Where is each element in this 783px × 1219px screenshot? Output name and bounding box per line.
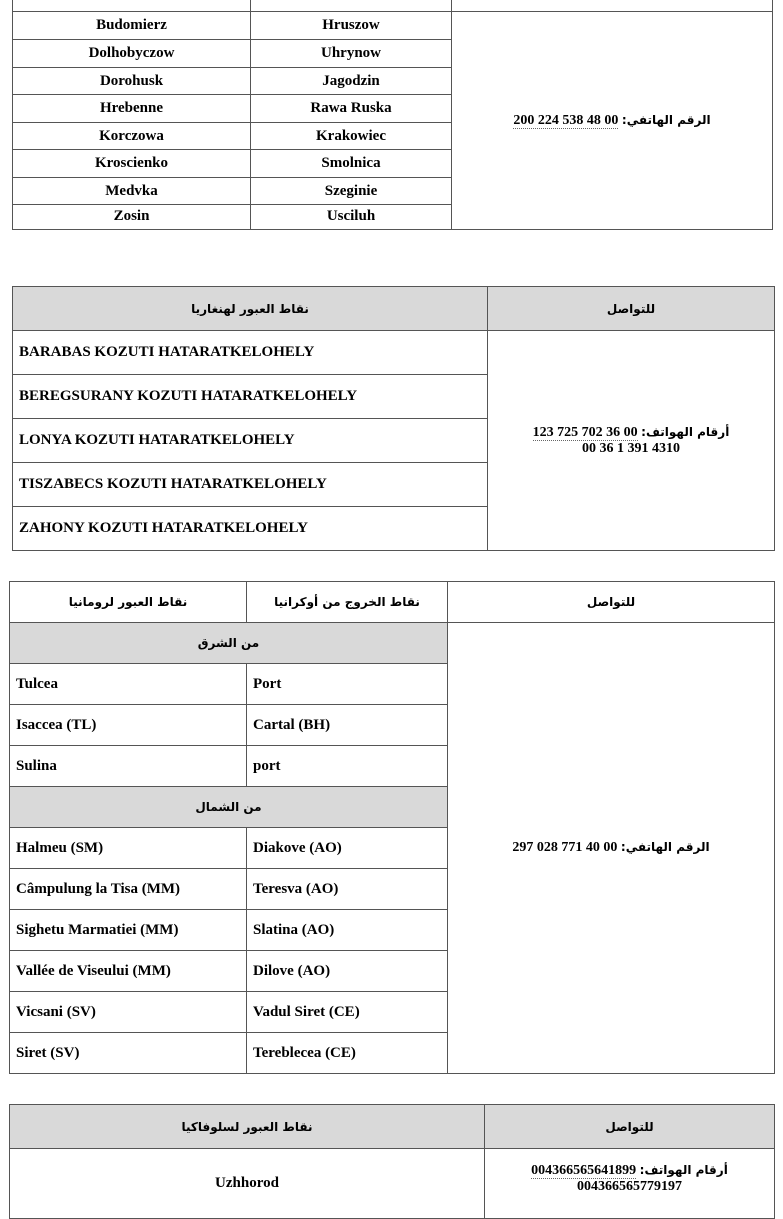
hungary-crossings-table xyxy=(12,286,775,551)
ukrainian-crossing: Szeginie xyxy=(251,178,452,205)
contact-phone xyxy=(485,1163,774,1179)
polish-crossing: Zosin xyxy=(13,205,251,230)
ukraine-exit: Tereblecea (CE) xyxy=(247,1033,448,1074)
hungary-crossing: LONYA KOZUTI HATARATKELOHELY xyxy=(13,419,488,463)
ukrainian-crossing: Hruszow xyxy=(251,12,452,40)
ukraine-exit: Dilove (AO) xyxy=(247,951,448,992)
slovakia-crossings-table xyxy=(9,1104,775,1219)
romania-crossing: Tulcea xyxy=(10,664,247,705)
romania-crossing: Câmpulung la Tisa (MM) xyxy=(10,869,247,910)
table-header-cell xyxy=(452,0,773,12)
header-contact: للتواصل xyxy=(448,582,775,623)
ukrainian-crossing: Krakowiec xyxy=(251,123,452,150)
slovakia-crossing: Uzhhorod xyxy=(10,1149,485,1219)
polish-crossing: Kroscienko xyxy=(13,150,251,178)
header-entry-points: نقاط العبور لرومانيا xyxy=(10,582,247,623)
hungary-crossing: BEREGSURANY KOZUTI HATARATKELOHELY xyxy=(13,375,488,419)
ukraine-exit: Diakove (AO) xyxy=(247,828,448,869)
phone-number: 00 48 538 224 200 xyxy=(513,112,619,128)
phone-number: 004366565641899 xyxy=(531,1163,637,1178)
table-header-cell xyxy=(251,0,452,12)
phone-number: 00 40 771 028 297 xyxy=(512,840,618,855)
ukraine-exit: Teresva (AO) xyxy=(247,869,448,910)
header-crossing-points: نقاط العبور لهنغاريا xyxy=(13,287,488,331)
ukraine-exit: Slatina (AO) xyxy=(247,910,448,951)
header-crossing-points: نقاط العبور لسلوفاكيا xyxy=(10,1105,485,1149)
romania-crossing: Sulina xyxy=(10,746,247,787)
phone-label: الرقم الهاتفي: xyxy=(620,840,710,854)
ukrainian-crossing: Jagodzin xyxy=(251,68,452,95)
polish-crossing: Dolhobyczow xyxy=(13,40,251,68)
polish-crossing: Medvka xyxy=(13,178,251,205)
table-header-cell xyxy=(13,0,251,12)
ukraine-exit: Vadul Siret (CE) xyxy=(247,992,448,1033)
contact-cell xyxy=(485,1149,775,1219)
section-east: من الشرق xyxy=(10,623,448,664)
contact-cell xyxy=(448,623,775,1074)
contact-phone-2: 00 36 1 391 4310 xyxy=(582,440,680,456)
polish-crossing: Dorohusk xyxy=(13,68,251,95)
header-exit-points: نقاط الخروج من أوكرانيا xyxy=(247,582,448,623)
phone-number: 00 36 702 725 123 xyxy=(532,424,638,440)
section-north: من الشمال xyxy=(10,787,448,828)
contact-cell xyxy=(488,331,775,551)
hungary-crossing: TISZABECS KOZUTI HATARATKELOHELY xyxy=(13,463,488,507)
polish-crossing: Budomierz xyxy=(13,12,251,40)
ukraine-exit: port xyxy=(247,746,448,787)
poland-crossings-table xyxy=(12,0,773,230)
romania-crossing: Halmeu (SM) xyxy=(10,828,247,869)
contact-phone-2: 004366565779197 xyxy=(577,1179,682,1194)
romania-crossings-table xyxy=(9,581,775,1074)
hungary-crossing: ZAHONY KOZUTI HATARATKELOHELY xyxy=(13,507,488,551)
romania-crossing: Isaccea (TL) xyxy=(10,705,247,746)
hungary-crossing: BARABAS KOZUTI HATARATKELOHELY xyxy=(13,331,488,375)
ukrainian-crossing: Uhrynow xyxy=(251,40,452,68)
romania-crossing: Vallée de Viseului (MM) xyxy=(10,951,247,992)
header-contact: للتواصل xyxy=(485,1105,775,1149)
ukrainian-crossing: Rawa Ruska xyxy=(251,95,452,123)
ukraine-exit: Cartal (BH) xyxy=(247,705,448,746)
header-contact: للتواصل xyxy=(488,287,775,331)
phone-label: الرقم الهاتفي: xyxy=(621,112,711,127)
ukrainian-crossing: Smolnica xyxy=(251,150,452,178)
phone-label: أرقام الهواتف: xyxy=(641,424,730,439)
contact-phone xyxy=(448,840,774,856)
romania-crossing: Vicsani (SV) xyxy=(10,992,247,1033)
ukraine-exit: Port xyxy=(247,664,448,705)
polish-crossing: Korczowa xyxy=(13,123,251,150)
phone-label: أرقام الهواتف: xyxy=(639,1163,728,1177)
romania-crossing: Sighetu Marmatiei (MM) xyxy=(10,910,247,951)
contact-phone xyxy=(488,425,774,441)
ukrainian-crossing: Usciluh xyxy=(251,205,452,230)
romania-crossing: Siret (SV) xyxy=(10,1033,247,1074)
contact-phone xyxy=(452,113,772,129)
contact-cell xyxy=(452,12,773,230)
polish-crossing: Hrebenne xyxy=(13,95,251,123)
